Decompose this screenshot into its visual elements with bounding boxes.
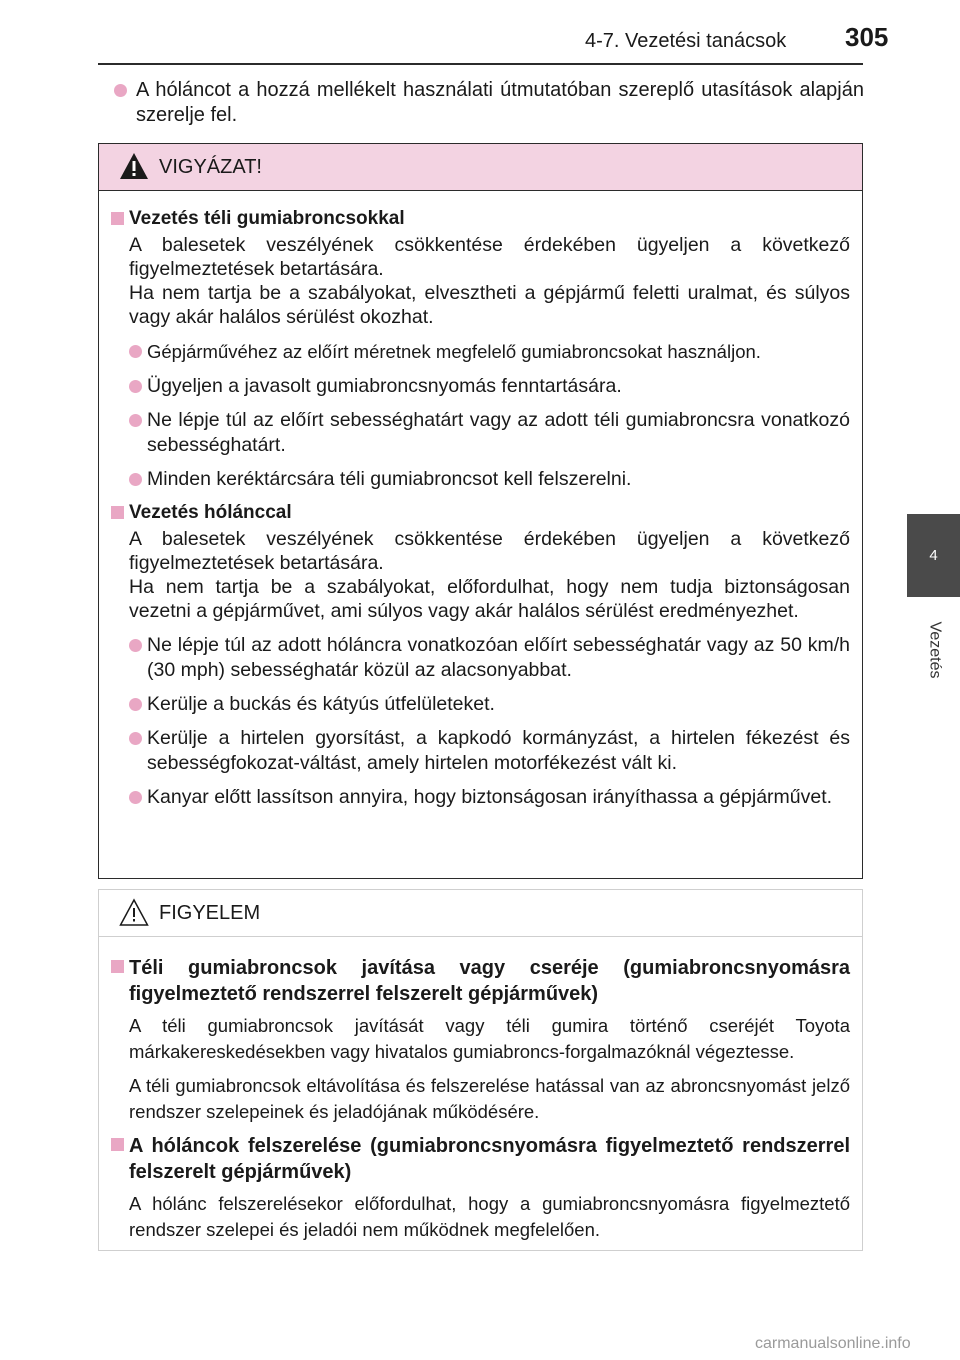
list-item: Minden keréktárcsára téli gumiabroncsot kell felszerelni. xyxy=(111,467,850,492)
paragraph: Ha nem tartja be a szabályokat, elvesztheti a gépjármű feletti uralmat, és súlyos vagy akár halálos sérülést okozhat. xyxy=(129,282,850,328)
watermark: carmanualsonline.info xyxy=(755,1335,911,1352)
bullet-icon xyxy=(129,473,142,486)
caution-triangle-icon xyxy=(119,898,149,926)
section-heading: A hóláncok felszerelése (gumiabroncsnyomásra figyelmeztető rendszerrel felszerelt gépjárművek) xyxy=(111,1133,850,1185)
header-divider xyxy=(98,63,863,65)
section-heading: Téli gumiabroncsok javítása vagy cseréje (gumiabroncsnyomásra figyelmeztető rendszerrel felszerelt gépjárművek) xyxy=(111,955,850,1007)
warning-triangle-icon xyxy=(119,152,149,180)
list-item: Gépjárművéhez az előírt méretnek megfelelő gumiabroncsokat használjon. xyxy=(111,339,850,365)
paragraph: A hólánc felszerelésekor előfordulhat, hogy a gumiabroncsnyomásra figyelmeztető rendszer szelepei és jeladói nem működnek megfelelően. xyxy=(129,1193,850,1240)
square-bullet-icon xyxy=(111,506,124,519)
list-item: Ne lépje túl az adott hóláncra vonatkozóan előírt sebességhatár vagy az 50 km/h (30 mph) sebességhatár közül az alacsonyabbat. xyxy=(111,633,850,683)
bullet-icon xyxy=(114,84,127,97)
intro-text: A hóláncot a hozzá mellékelt használati útmutatóban szereplő utasítások alapján szerelje fel. xyxy=(136,79,864,126)
list-item: Kerülje a buckás és kátyús útfelületeket. xyxy=(111,692,850,717)
bullet-icon xyxy=(129,698,142,711)
paragraph: Ha nem tartja be a szabályokat, előfordulhat, hogy nem tudja biztonságosan vezetni a gépjárművet, ami súlyos vagy akár halálos sérülést eredményezhet. xyxy=(129,576,850,622)
square-bullet-icon xyxy=(111,960,124,973)
notice-title: FIGYELEM xyxy=(159,902,261,924)
paragraph: A balesetek veszélyének csökkentése érdekében ügyeljen a következő figyelmeztetések betartására. xyxy=(129,234,850,280)
chapter-label: Vezetés xyxy=(926,621,943,679)
bullet-icon xyxy=(129,414,142,427)
paragraph: A téli gumiabroncsok javítását vagy téli gumira történő cseréjét Toyota márkakereskedésekben vagy hivatalos gumiabroncs-forgalmazóknál végeztesse. xyxy=(129,1015,850,1062)
intro-item xyxy=(114,78,864,128)
notice-header xyxy=(99,890,862,937)
list-item: Ne lépje túl az előírt sebességhatárt vagy az adott téli gumiabroncsra vonatkozó sebességhatárt. xyxy=(111,408,850,458)
warning-box xyxy=(98,143,863,879)
bullet-icon xyxy=(129,345,142,358)
paragraph: A téli gumiabroncsok eltávolítása és felszerelése hatással van az abroncsnyomást jelző rendszer szelepeinek és jeladójának működésére. xyxy=(129,1075,850,1122)
square-bullet-icon xyxy=(111,212,124,225)
paragraph: A balesetek veszélyének csökkentése érdekében ügyeljen a következő figyelmeztetések betartására. xyxy=(129,528,850,574)
page-number: 305 xyxy=(845,22,889,52)
bullet-icon xyxy=(129,639,142,652)
section-title: 4-7. Vezetési tanácsok xyxy=(585,30,787,52)
notice-box xyxy=(98,889,863,1251)
chapter-tab[interactable] xyxy=(907,514,960,597)
bullet-icon xyxy=(129,732,142,745)
bullet-icon xyxy=(129,791,142,804)
warning-header xyxy=(99,144,862,191)
warning-title: VIGYÁZAT! xyxy=(159,156,262,178)
list-item: Kanyar előtt lassítson annyira, hogy biztonságosan irányíthassa a gépjárművet. xyxy=(111,785,850,810)
square-bullet-icon xyxy=(111,1138,124,1151)
list-item: Kerülje a hirtelen gyorsítást, a kapkodó kormányzást, a hirtelen fékezést és sebességfokozat-váltást, amely hirtelen motorfékezést vált ki. xyxy=(111,726,850,776)
section-heading: Vezetés téli gumiabroncsokkal xyxy=(111,207,850,231)
chapter-number: 4 xyxy=(929,547,938,564)
bullet-icon xyxy=(129,380,142,393)
section-heading: Vezetés hólánccal xyxy=(111,501,850,525)
list-item: Ügyeljen a javasolt gumiabroncsnyomás fenntartására. xyxy=(111,374,850,399)
